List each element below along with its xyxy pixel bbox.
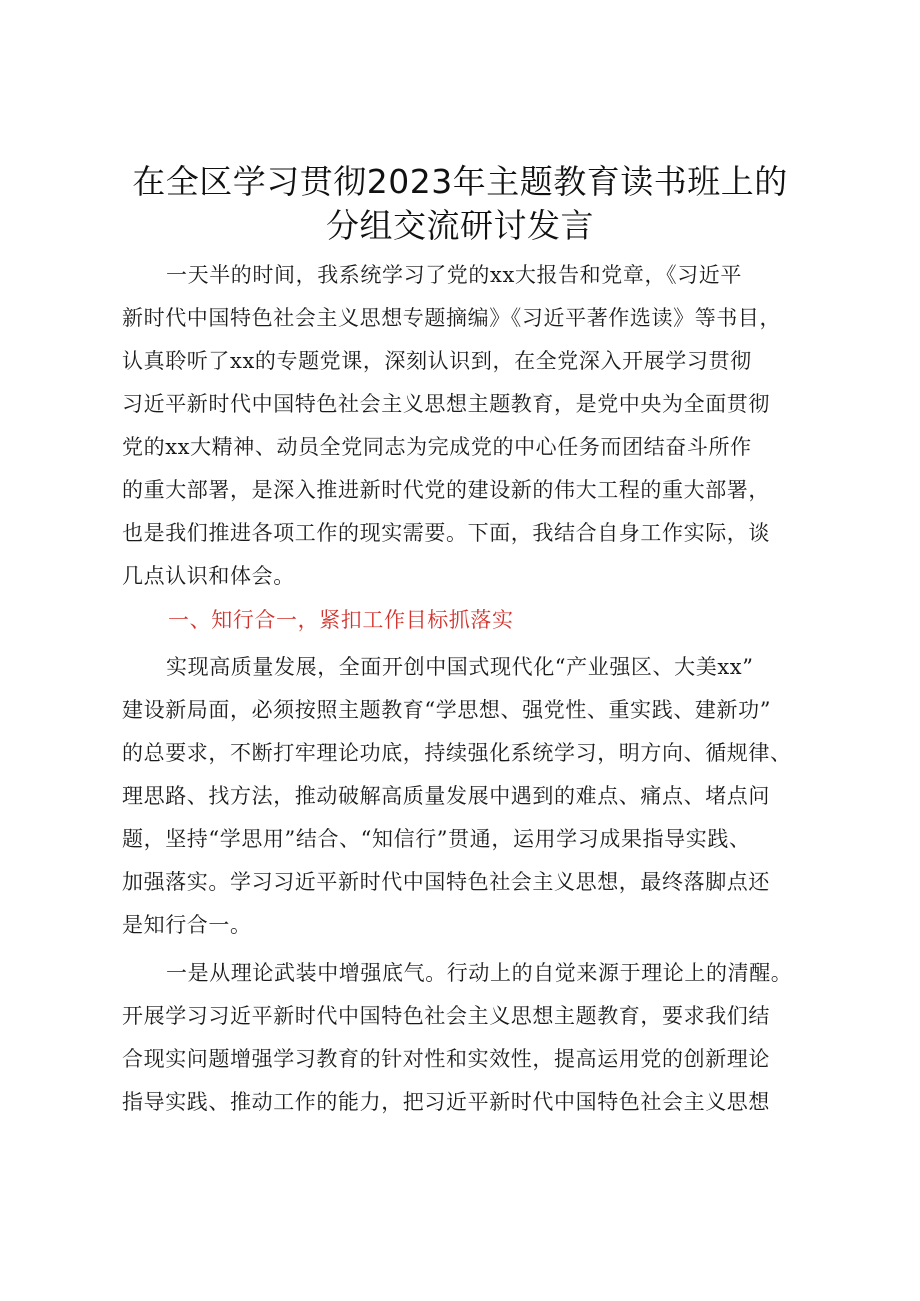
paragraph-1-line-6: 的重大部署，是深入推进新时代党的建设新的伟大工程的重大部署，: [122, 478, 770, 502]
paragraph-2-line-3: 的总要求，不断打牢理论功底，持续强化系统学习，明方向、循规律、: [122, 741, 792, 765]
document-title-line-2-text: 分组交流研讨发言: [326, 206, 594, 245]
paragraph-2-line-5: 题，坚持“学思用”结合、“知信行”贯通，运用学习成果指导实践、: [122, 827, 751, 851]
document-title-line-2: [100, 204, 820, 248]
paragraph-2-line-6: 加强落实。学习习近平新时代中国特色社会主义思想，最终落脚点还: [122, 870, 770, 894]
paragraph-1-line-3: 认真聆听了xx的专题党课，深刻认识到，在全党深入开展学习贯彻: [122, 349, 752, 373]
paragraph-1-line-7: 也是我们推进各项工作的现实需要。下面，我结合自身工作实际，谈: [122, 521, 770, 545]
paragraph-1-line-8: 几点认识和体会。: [122, 564, 295, 588]
paragraph-2-line-1: 实现高质量发展，全面开创中国式现代化“产业强区、大美xx”: [166, 655, 754, 679]
paragraph-1-line-5: 党的xx大精神、动员全党同志为完成党的中心任务而团结奋斗所作: [122, 435, 752, 459]
paragraph-3-line-4: 指导实践、推动工作的能力，把习近平新时代中国特色社会主义思想: [122, 1090, 770, 1114]
section-heading-1: 一、知行合一，紧扣工作目标抓落实: [168, 608, 514, 632]
paragraph-1-line-2: 新时代中国特色社会主义思想专题摘编》《习近平著作选读》等书目，: [122, 306, 782, 330]
paragraph-3-line-3: 合现实问题增强学习教育的针对性和实效性，提高运用党的创新理论: [122, 1047, 770, 1071]
document-title-line-1: 在全区学习贯彻2023年主题教育读书班上的: [132, 162, 788, 201]
paragraph-3-line-1: 一是从理论武装中增强底气。行动上的自觉来源于理论上的清醒。: [166, 961, 793, 985]
paragraph-1-line-4: 习近平新时代中国特色社会主义思想主题教育，是党中央为全面贯彻: [122, 392, 770, 416]
paragraph-1-line-1: 一天半的时间，我系统学习了党的xx大报告和党章，《习近平: [166, 263, 742, 287]
paragraph-2-line-2: 建设新局面，必须按照主题教育“学思想、强党性、重实践、建新功”: [122, 698, 772, 722]
paragraph-2-line-4: 理思路、找方法，推动破解高质量发展中遇到的难点、痛点、堵点问: [122, 784, 770, 808]
paragraph-2-line-7: 是知行合一。: [122, 913, 252, 937]
paragraph-3-line-2: 开展学习习近平新时代中国特色社会主义思想主题教育，要求我们结: [122, 1004, 770, 1028]
